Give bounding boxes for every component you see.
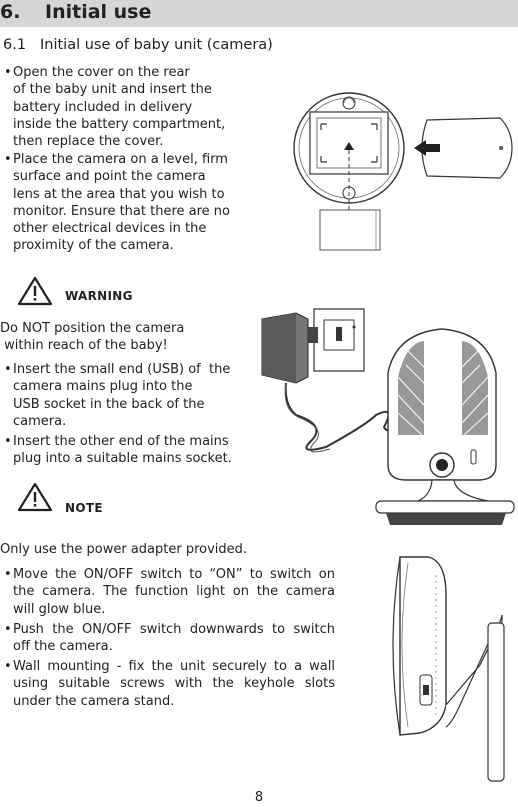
bullet-line: battery included in delivery [13, 99, 193, 115]
bullet-line: using suitable screws with the keyhole slots [13, 676, 335, 692]
bullet-line: other electrical devices in the [13, 221, 207, 237]
bullet-switch-off [13, 621, 335, 656]
bullet-line: off the camera. [13, 639, 113, 655]
bullet-symbol: • [4, 567, 12, 582]
warning-line: Do NOT position the camera [0, 321, 185, 336]
bullet-battery [13, 64, 225, 150]
bullet-placement [13, 151, 230, 255]
bullet-line: camera mains plug into the [13, 379, 193, 395]
bullet-line: plug into a suitable mains socket. [13, 451, 232, 467]
bullet-switch-on [13, 566, 335, 618]
bullet-line: camera. [13, 413, 67, 429]
bullet-line: Push the ON/OFF switch downwards to switch [13, 622, 335, 637]
bullet-line: inside the battery compartment, [13, 116, 226, 132]
warning-text [0, 320, 184, 355]
bullet-line: lens at the area that you wish to [13, 186, 225, 202]
warning-triangle-icon [17, 276, 53, 306]
subsection-number: 6.1 [3, 37, 27, 53]
bullet-symbol: • [4, 152, 12, 167]
section-title: Initial use [45, 1, 152, 23]
bullet-line: then replace the cover. [13, 134, 164, 150]
bullet-line: will glow blue. [13, 601, 106, 617]
bullet-line: the camera. The function light on the camera [13, 584, 335, 600]
battery-compartment-illustration [290, 90, 518, 255]
note-text: Only use the power adapter provided. [0, 542, 248, 557]
bullet-line: Move the ON/OFF switch to “ON” to switch on [13, 567, 335, 582]
bullet-line: surface and point the camera [13, 169, 206, 185]
section-header [0, 0, 518, 27]
page-number: 8 [254, 790, 264, 805]
camera-power-illustration [256, 305, 518, 535]
warning-label: WARNING [65, 289, 133, 303]
bullet-line: Insert the other end of the mains [13, 434, 229, 449]
bullet-line: Open the cover on the rear [13, 65, 190, 80]
bullet-symbol: • [4, 659, 12, 674]
bullet-line: of the baby unit and insert the [13, 82, 212, 98]
warning-line: within reach of the baby! [0, 338, 168, 354]
section-number: 6. [0, 1, 21, 23]
bullet-symbol: • [4, 622, 12, 637]
camera-side-illustration [380, 555, 510, 785]
bullet-line: monitor. Ensure that there are no [13, 203, 230, 219]
bullet-line: Place the camera on a level, firm [13, 152, 228, 167]
bullet-mains [13, 433, 232, 468]
bullet-symbol: • [4, 434, 12, 449]
bullet-line: under the camera stand. [13, 693, 175, 709]
bullet-usb [13, 361, 230, 430]
bullet-line: Insert the small end (USB) of the [13, 362, 231, 377]
note-label: NOTE [65, 501, 103, 515]
bullet-symbol: • [4, 65, 12, 80]
warning-triangle-icon [17, 482, 53, 512]
bullet-symbol: • [4, 362, 12, 377]
bullet-line: Wall mounting - fix the unit securely to a wall [13, 659, 335, 674]
bullet-line: USB socket in the back of the [13, 396, 205, 412]
bullet-line: proximity of the camera. [13, 238, 174, 254]
bullet-wall-mount [13, 658, 335, 710]
subsection-title: Initial use of baby unit (camera) [40, 37, 273, 53]
